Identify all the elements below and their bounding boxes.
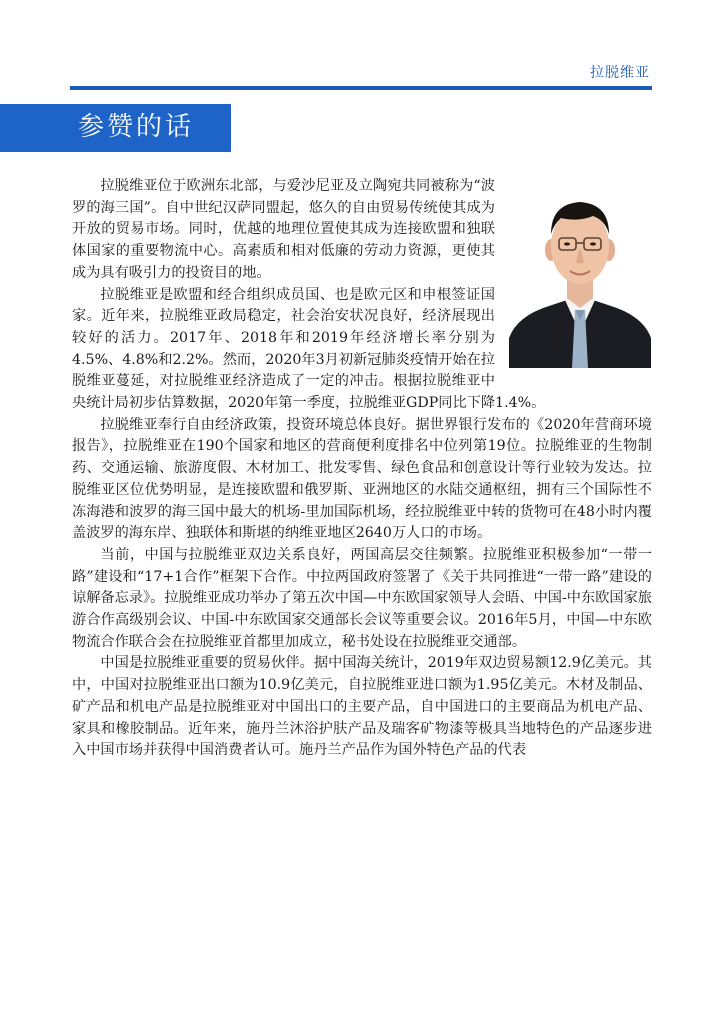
paragraph: 拉脱维亚位于欧洲东北部，与爱沙尼亚及立陶宛共同被称为“波罗的海三国”。自中世纪汉萨同盟起，悠久的自由贸易传统使其成为开放的贸易市场。同时，优越的地理位置使其成为连接欧盟和独联体国家的重要物流中心。高素质和相对低廉的劳动力资源，更使其成为具有吸引力的投资目的地。	[72, 178, 495, 281]
paragraph: 拉脱维亚奉行自由经济政策，投资环境总体良好。据世界银行发布的《2020年营商环境报告》，拉脱维亚在190个国家和地区的营商便利度排名中位列第19位。拉脱维亚的生物制药、交通运输、旅游度假、木材加工、批发零售、绿色食品和创意设计等行业较为发达。拉脱维亚区位优势明显，是连接欧盟和俄罗斯、亚洲地区的水陆交通枢纽，拥有三个国际性不冻海港和波罗的海三国中最大的机场-里加国际机场，经拉脱维亚中转的货物可在48小时内覆盖波罗的海东岸、独联体和斯堪的纳维亚地区2640万人口的市场。	[72, 416, 652, 542]
running-header: 拉脱维亚	[590, 65, 650, 81]
paragraph: 拉脱维亚是欧盟和经合组织成员国、也是欧元区和申根签证国家。近年来，拉脱维亚政局稳定，社会治安状况良好，经济展现出较好的活力。2017年、2018年和2019年经济增长率分别为4.5%、4.8%和2.2%。然而，2020年3月初新冠肺炎疫情开始在拉脱维亚蔓延，对拉脱维亚经济造成了一定的冲击。根据拉脱维亚中央统计局初步估算数据，2020年第一季度，拉脱维亚GDP同比下降1.4%。	[72, 286, 546, 412]
header-rule	[70, 86, 652, 90]
body-text	[72, 176, 652, 762]
section-title: 参赞的话	[78, 112, 195, 142]
paragraph: 当前，中国与拉脱维亚双边关系良好，两国高层交往频繁。拉脱维亚积极参加“一带一路”建设和“17+1合作”框架下合作。中拉两国政府签署了《关于共同推进“一带一路”建设的谅解备忘录》。拉脱维亚成功举办了第五次中国—中东欧国家领导人会晤、中国-中东欧国家旅游合作高级别会议、中国-中东欧国家交通部长会议等重要会议。2016年5月，中国—中东欧物流合作联合会在拉脱维亚首都里加成立，秘书处设在拉脱维亚交通部。	[72, 546, 652, 650]
paragraph: 中国是拉脱维亚重要的贸易伙伴。据中国海关统计，2019年双边贸易额12.9亿美元。其中，中国对拉脱维亚出口额为10.9亿美元，自拉脱维亚进口额为1.95亿美元。木材及制品、矿产品和机电产品是拉脱维亚对中国出口的主要产品，自中国进口的主要商品为机电产品、家具和橡胶制品。近年来，施丹兰沐浴护肤产品及瑞客矿物漆等极具当地特色的产品逐步进入中国市场并获得中国消费者认可。施丹兰产品作为国外特色产品的代表	[72, 655, 652, 759]
portrait-text-wrap	[495, 176, 652, 372]
